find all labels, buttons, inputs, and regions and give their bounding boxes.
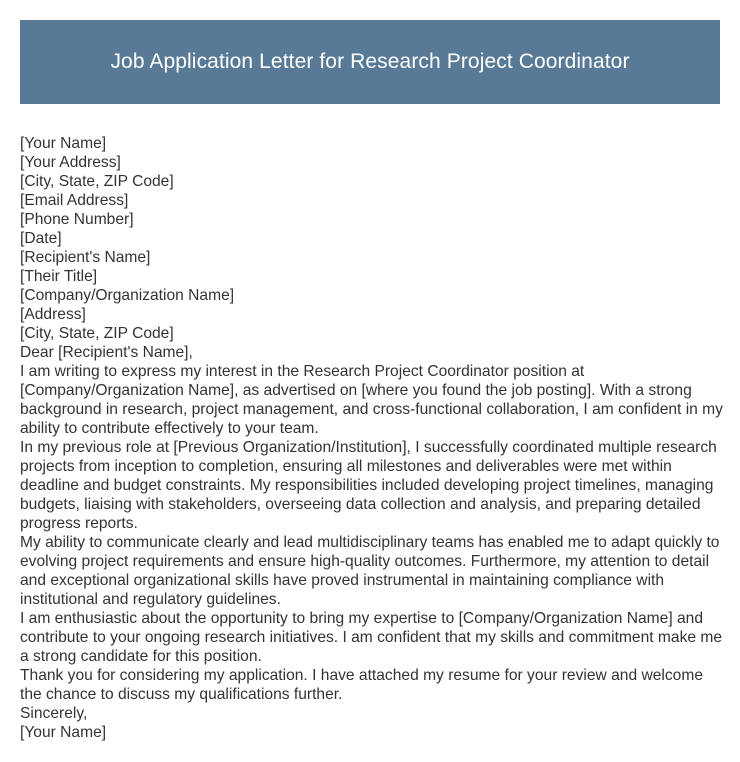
salutation: Dear [Recipient's Name], bbox=[20, 344, 193, 361]
sender-phone: [Phone Number] bbox=[20, 211, 134, 228]
recipient-address: [Address] bbox=[20, 306, 86, 323]
paragraph-experience: In my previous role at [Previous Organization/Institution], I successfully coordinated multiple research projects from inception to completion, ensuring all milestones and deliverables were met within deadline and budget constraints. My responsibilities included developing project timelines, managing budgets, liaising with stakeholders, overseeing data collection and analysis, and preparing detailed progress reports. bbox=[20, 439, 717, 532]
recipient-title: [Their Title] bbox=[20, 268, 98, 285]
sender-address: [Your Address] bbox=[20, 154, 121, 171]
title-banner bbox=[20, 20, 720, 104]
sender-email: [Email Address] bbox=[20, 192, 129, 209]
signature: [Your Name] bbox=[20, 724, 107, 741]
sender-name: [Your Name] bbox=[20, 135, 107, 152]
page-title: Job Application Letter for Research Project Coordinator bbox=[110, 50, 630, 73]
recipient-city-state-zip: [City, State, ZIP Code] bbox=[20, 325, 174, 342]
letter-date: [Date] bbox=[20, 230, 62, 247]
sender-city-state-zip: [City, State, ZIP Code] bbox=[20, 173, 174, 190]
recipient-name: [Recipient's Name] bbox=[20, 249, 151, 266]
closing: Sincerely, bbox=[20, 705, 88, 722]
letter-body bbox=[20, 134, 724, 742]
paragraph-interest: I am writing to express my interest in the Research Project Coordinator position at [Company/Organization Name], as advertised on [where you found the job posting]. With a strong background in research, project management, and cross-functional collaboration, I am confident in my ability to contribute effectively to your team. bbox=[20, 363, 723, 437]
paragraph-thanks: Thank you for considering my application. I have attached my resume for your review and welcome the chance to discuss my qualifications further. bbox=[20, 667, 703, 703]
paragraph-skills: My ability to communicate clearly and lead multidisciplinary teams has enabled me to adapt quickly to evolving project requirements and ensure high-quality outcomes. Furthermore, my attention to detail and exceptional organizational skills have proved instrumental in maintaining compliance with institutional and regulatory guidelines. bbox=[20, 534, 720, 608]
recipient-organization: [Company/Organization Name] bbox=[20, 287, 235, 304]
paragraph-enthusiasm: I am enthusiastic about the opportunity to bring my expertise to [Company/Organization Name] and contribute to your ongoing research initiatives. I am confident that my skills and commitment make me a strong candidate for this position. bbox=[20, 610, 723, 665]
